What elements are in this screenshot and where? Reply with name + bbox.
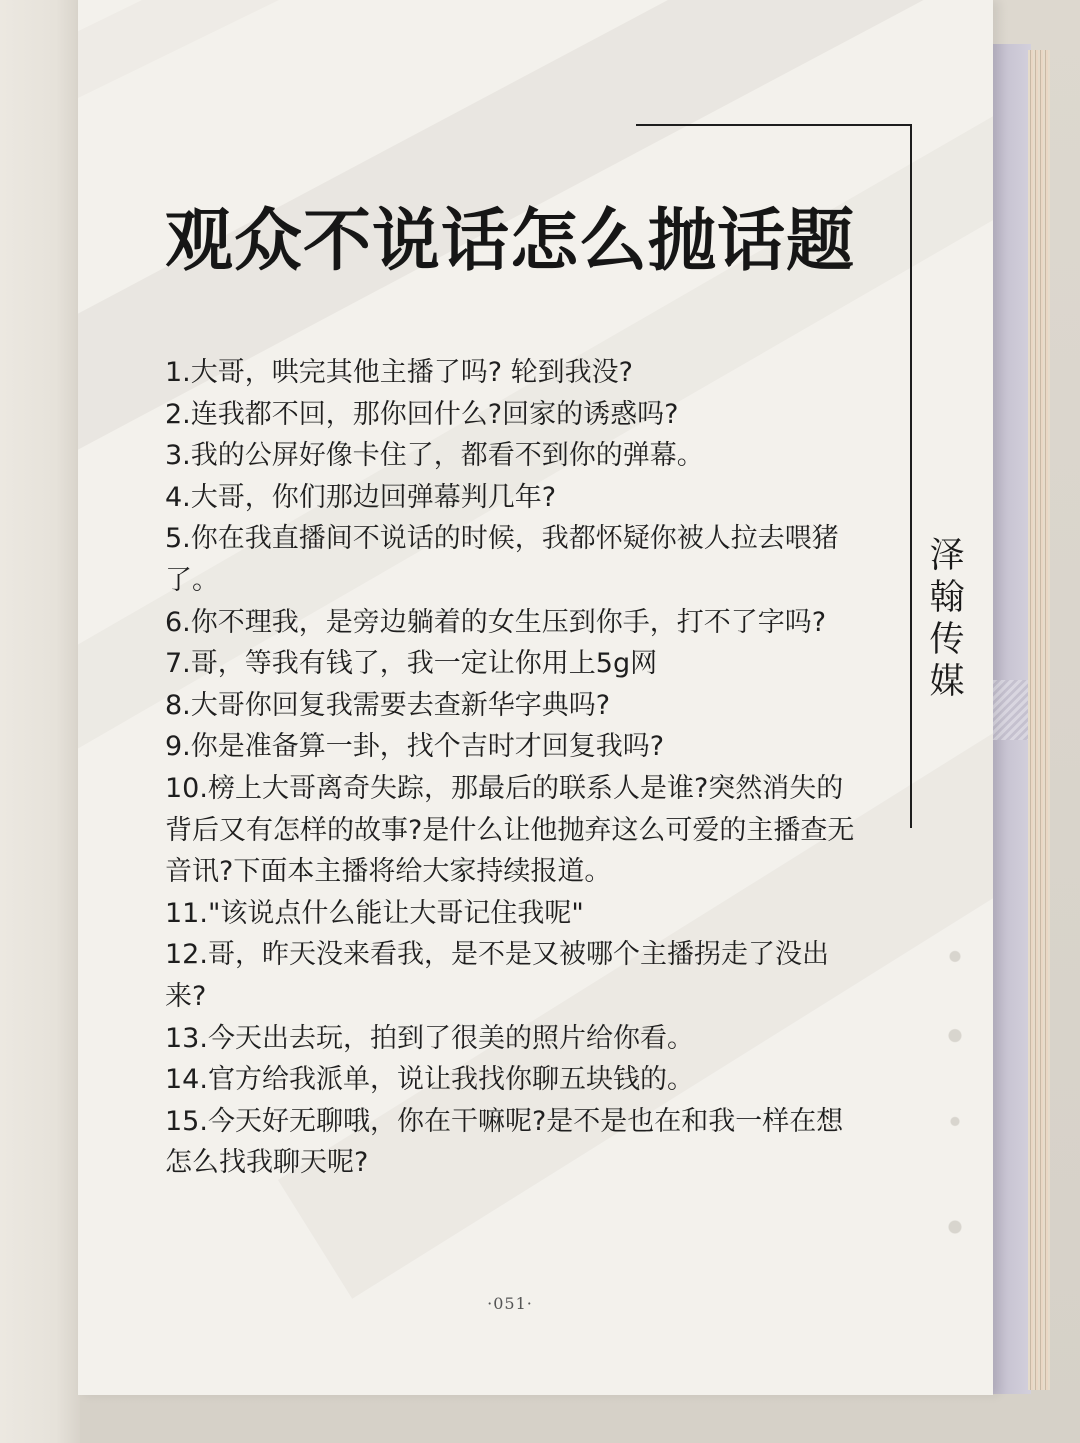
list-item: 10.榜上大哥离奇失踪，那最后的联系人是谁?突然消失的背后又有怎样的故事?是什么让他抛弃这么可爱的主播查无音讯?下面本主播将给大家持续报道。: [165, 772, 855, 888]
page-number: ·051·: [487, 1294, 533, 1313]
list-item: 2.连我都不回，那你回什么?回家的诱惑吗?: [165, 398, 679, 430]
list-item: 11."该说点什么能让大哥记住我呢": [165, 897, 584, 929]
page-stack-band: [993, 680, 1031, 740]
list-item: 9.你是准备算一卦，找个吉时才回复我吗?: [165, 731, 665, 763]
list-item: 4.大哥，你们那边回弹幕判几年?: [165, 481, 557, 513]
list-item: 1.大哥，哄完其他主播了吗? 轮到我没?: [165, 357, 634, 388]
previous-page-edge: [0, 0, 80, 1443]
topic-list: [165, 352, 855, 1184]
list-item: 7.哥，等我有钱了，我一定让你用上5g网: [165, 648, 658, 680]
page-edges: [1028, 50, 1050, 1390]
page-title: 观众不说话怎么抛话题: [165, 201, 856, 281]
light-shadow: [78, 0, 993, 134]
list-item: 13.今天出去玩，拍到了很美的照片给你看。: [165, 1022, 694, 1054]
list-item: 5.你在我直播间不说话的时候，我都怀疑你被人拉去喂猪了。: [165, 523, 839, 596]
frame-line-right: [910, 124, 912, 828]
brand-vertical: 泽翰传媒: [929, 536, 965, 702]
bleed-through-text: [940, 930, 970, 1260]
frame-line-top: [636, 124, 912, 126]
list-item: 3.我的公屏好像卡住了，都看不到你的弹幕。: [165, 440, 704, 472]
list-item: 15.今天好无聊哦，你在干嘛呢?是不是也在和我一样在想怎么找我聊天呢?: [165, 1105, 844, 1179]
list-item: 6.你不理我，是旁边躺着的女生压到你手，打不了字吗?: [165, 606, 827, 638]
list-item: 14.官方给我派单，说让我找你聊五块钱的。: [165, 1064, 694, 1096]
list-item: 8.大哥你回复我需要去查新华字典吗?: [165, 689, 611, 721]
list-item: 12.哥，昨天没来看我，是不是又被哪个主播拐走了没出来?: [165, 939, 829, 1012]
